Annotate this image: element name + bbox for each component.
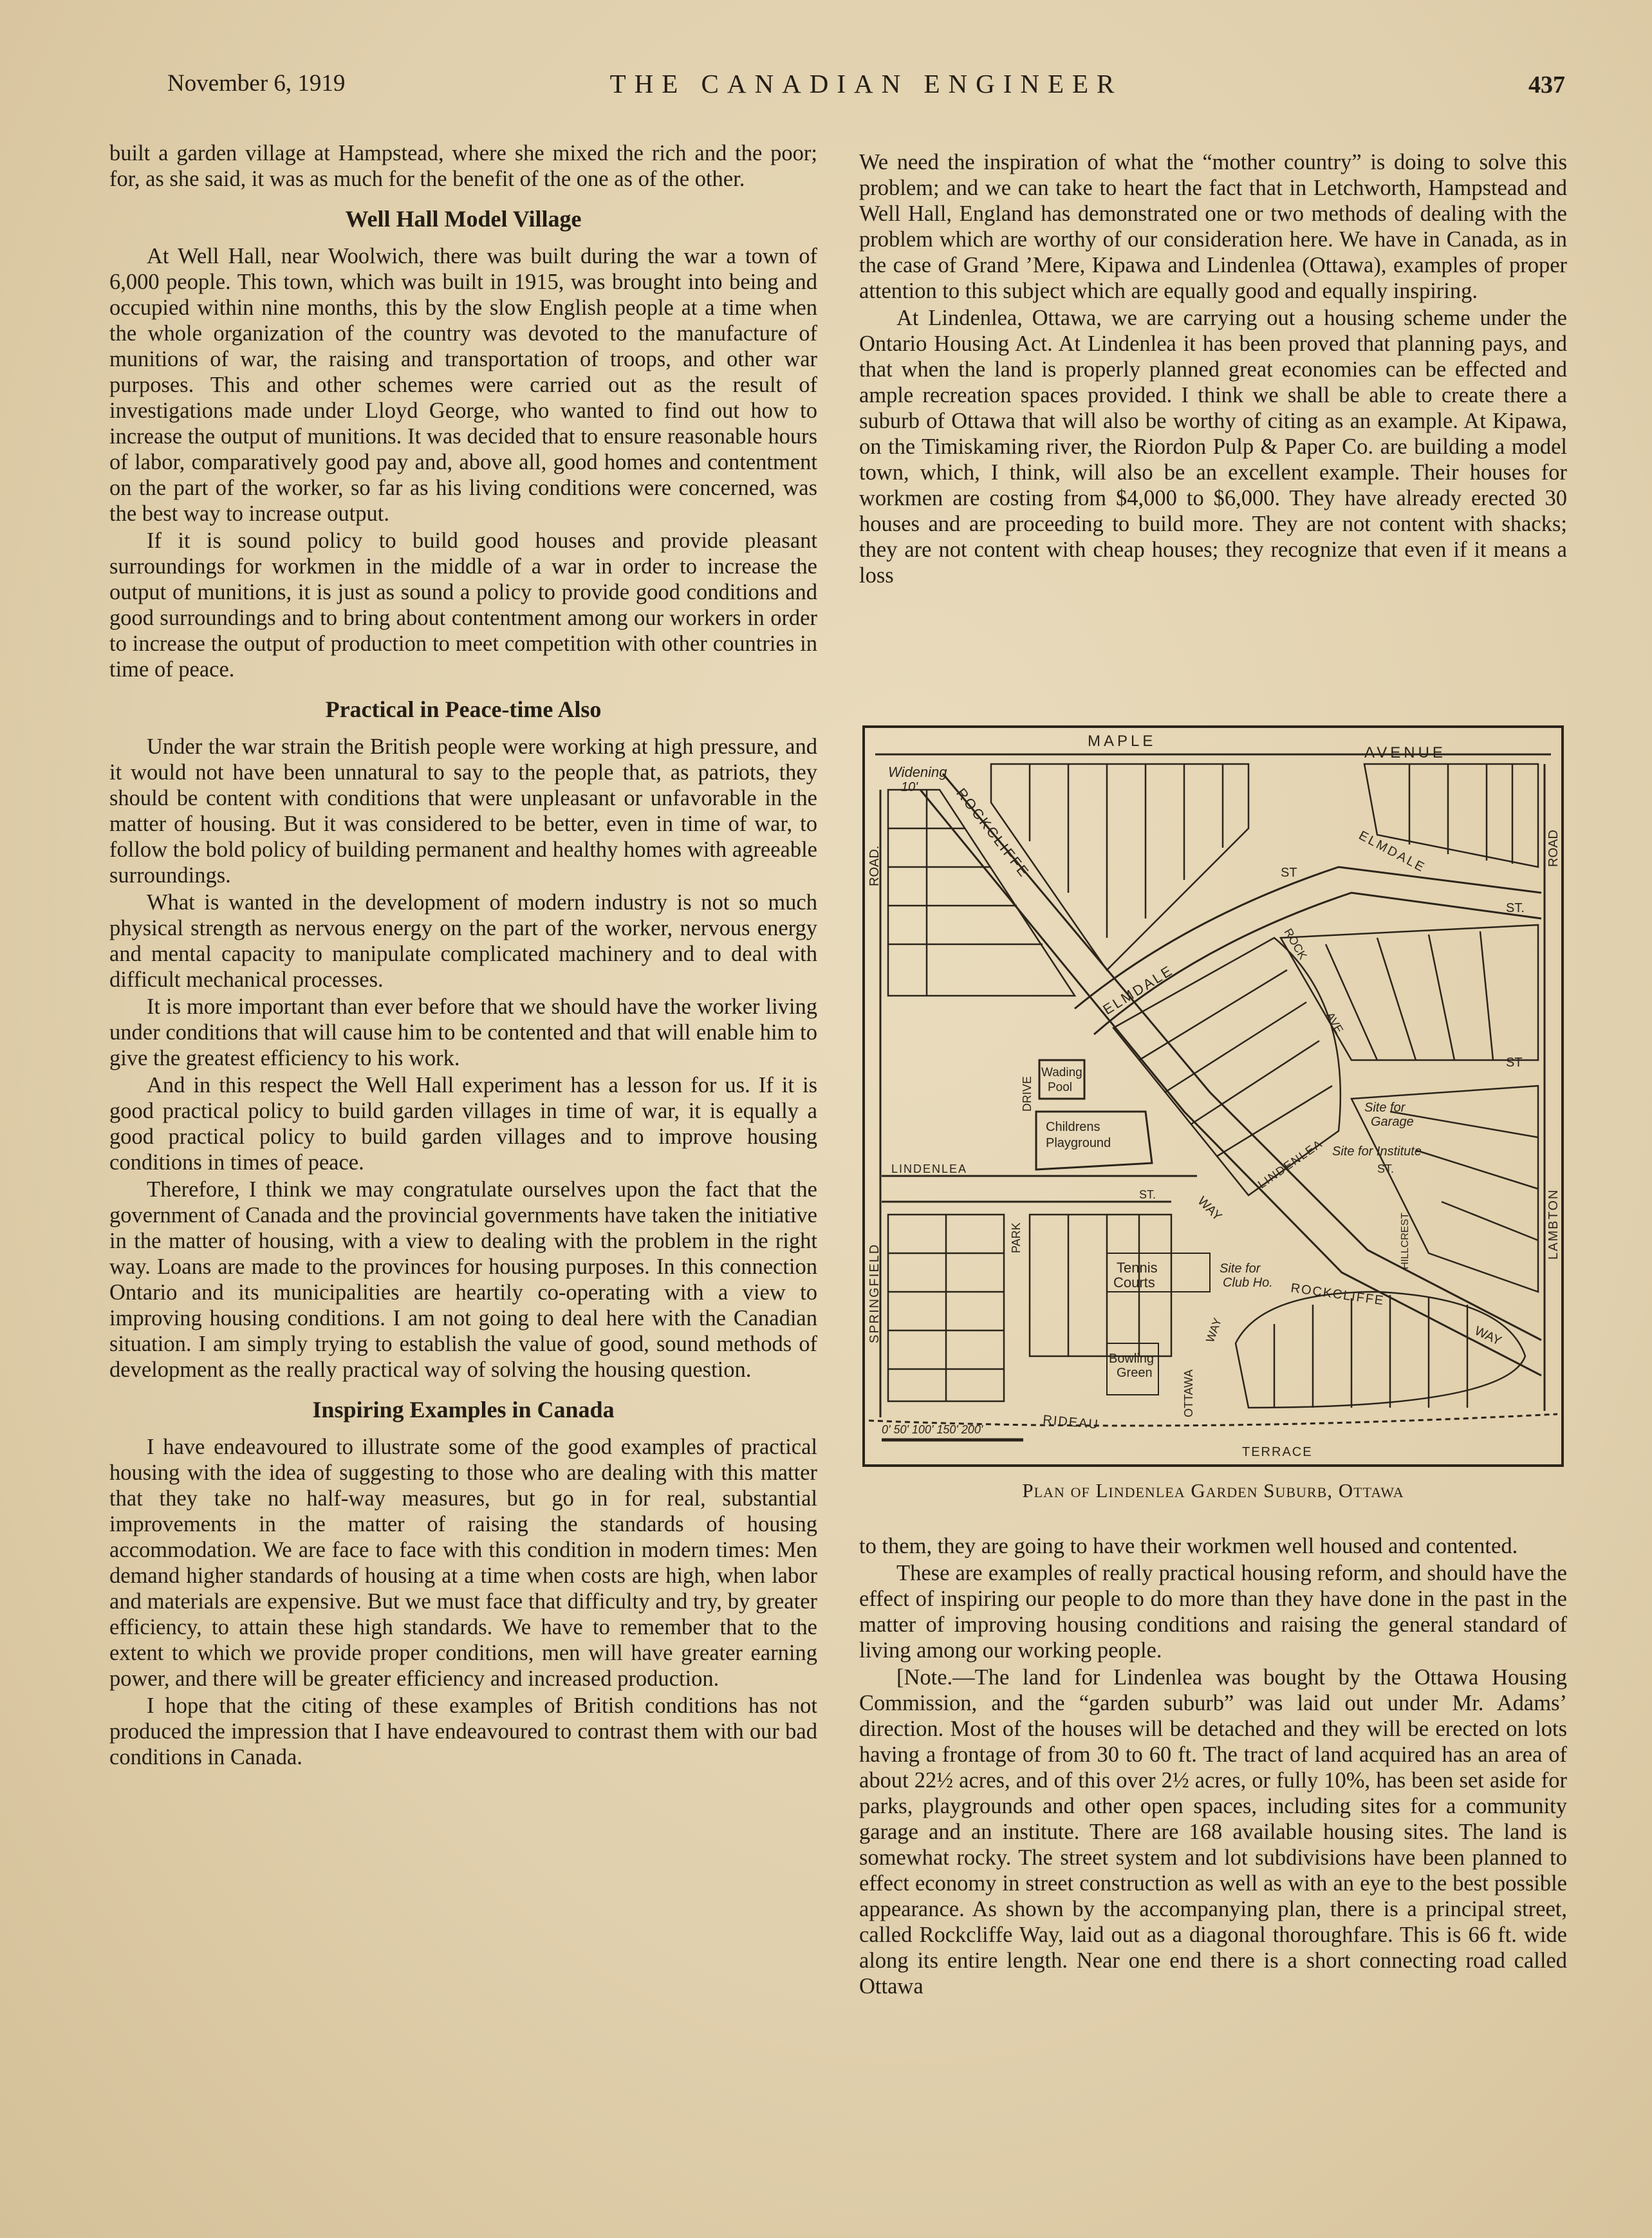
map-label-wading-2: Pool (1048, 1081, 1073, 1094)
map-label-tennis-2: Courts (1113, 1274, 1155, 1291)
left-column (109, 140, 817, 1771)
map-label-road-left: ROAD. (868, 845, 882, 886)
paragraph: to them, they are going to have their workmen well housed and contented. (859, 1534, 1518, 1558)
map-label-rockcliffe: ROCKCLIFFE (953, 785, 1034, 881)
map-label-way-lower: WAY (1203, 1316, 1225, 1345)
map-label-wading-1: Wading (1041, 1066, 1082, 1079)
map-label-st-institute: ST. (1377, 1162, 1395, 1175)
paragraph: What is wanted in the development of modern industry is not so much physical strength as nervous energy on the part of the worker, nervous energy and mental capacity to manipulate complicated machinery and to deal with difficult mechanical processes. (109, 890, 817, 992)
map-label-way-right: WAY (1472, 1323, 1504, 1348)
map-label-lindenlea-diag: LINDENLEA (1255, 1137, 1325, 1191)
map-label-elmdale-top: ELMDALE (1356, 828, 1428, 876)
paragraph: Therefore, I think we may congratulate ourselves upon the fact that the government of Canada and the provincial governments have taken the initiative in the matter of housing, with a view to dealing with the problem in the right way. Loans are made to the provinces for housing purposes. In this connection Ontario and its municipalities are heartily co-operating with a view to improving housing conditions. I am not going to deal here with the Canadian situation. I am simply trying to establish the value of good, sound methods of development as the really practical way of solving the housing question. (109, 1177, 817, 1382)
paragraph: Under the war strain the British people were working at high pressure, and it would not have been unnatural to say to the people that, as patriots, they should be content with conditions that were unpleasant or unfavorable in the matter of housing. But it was considered to be better, even in time of war, to follow the bold policy of building permanent and healthy homes with agreeable surroundings. (109, 734, 817, 888)
right-column-top (859, 149, 1567, 590)
map-label-tennis-1: Tennis (1117, 1260, 1158, 1276)
map-label-st-right: ST. (1506, 901, 1525, 915)
map-label-widening: Widening (888, 764, 947, 780)
map-label-bowling-2: Green (1117, 1366, 1153, 1380)
paragraph: At Lindenlea, Ottawa, we are carrying out a housing scheme under the Ontario Housing Act. At Lindenlea it has been proved that planning pays, and that when the land is properly planned great economies can be effected and ample recreation spaces provided. I think we shall be able to create there a suburb of Ottawa that will also be worthy of citing as an example. At Kipawa, on the Timiskaming river, the Riordon Pulp & Paper Co. are building a model town, which, I think, will also be an excellent example. Their houses for workmen are costing from $4,000 to $6,000. They have already erected 30 houses and are proceeding to build more. They are not content with shacks; they are not content with cheap houses; they recognize that even if it means a loss (859, 306, 1567, 588)
map-label-park: PARK (1010, 1222, 1023, 1253)
map-label-maple: MAPLE (1088, 732, 1156, 750)
map-label-hillcrest: HILLCREST (1400, 1212, 1411, 1269)
paragraph: At Well Hall, near Woolwich, there was built during the war a town of 6,000 people. This town, which was built in 1915, was brought into being and occupied within nine months, this by the slow English people at a time when the whole organization of the country was devoted to the manufacture of munitions of war, the raising and transportation of troops, and other war purposes. This and other schemes were carried out as the result of investigations made under Lloyd George, who wanted to find out how to increase the output of munitions. It was decided that to ensure reasonable hours of labor, comparatively good pay and, above all, good homes and contentment on the part of the worker, so far as his living conditions were concerned, was the best way to increase output. (109, 244, 817, 526)
map-label-terrace: TERRACE (1242, 1445, 1313, 1459)
section-heading: Well Hall Model Village (345, 206, 582, 232)
map-label-st-lower: ST. (1139, 1188, 1156, 1201)
site-plan-map (862, 725, 1564, 1467)
paragraph: These are examples of really practical housing reform, and should have the effect of inspiring our people to do more than they have done in the past in the matter of improving housing conditions and raising the general standard of living among our working people. (859, 1561, 1567, 1663)
map-scale-label: 0' 50' 100' 150' 200' (882, 1423, 983, 1436)
map-label-avenue: AVENUE (1364, 744, 1446, 761)
paragraph: [Note.—The land for Lindenlea was bought by the Ottawa Housing Commission, and the “garden suburb” was laid out under Mr. Adams’ direction. Most of the houses will be detached and they will be erected on lots having a frontage of from 30 to 60 ft. The tract of land acquired has an area of about 22½ acres, and of this over 2½ acres, or fully 10%, has been set aside for parks, playgrounds and other open spaces, including sites for a community garage and an institute. There are 168 available housing sites. The land is somewhat rocky. The street system and lot subdivisions have been planned to effect economy in street construction as well as with an eye to the best possible appearance. As shown by the accompanying plan, there is a principal street, called Rockcliffe Way, laid out as a diagonal thoroughfare. This is 66 ft. wide along its entire length. Near one end there is a short connecting road called Ottawa (859, 1665, 1567, 1999)
map-label-springfield: SPRINGFIELD (868, 1243, 882, 1343)
map-label-ottawa: OTTAWA (1182, 1369, 1195, 1417)
map-label-childrens-1: Childrens (1046, 1120, 1100, 1134)
map-label-drive: DRIVE (1021, 1076, 1034, 1112)
map-label-st-east: ST (1506, 1056, 1523, 1070)
paragraph: built a garden village at Hampstead, where she mixed the rich and the poor; for, as she said, it was as much for the benefit of the one as of the other. (109, 141, 817, 191)
rockcliffe-way-diagonal-2 (943, 774, 1541, 1340)
page-header (167, 66, 1565, 104)
map-label-site-garage-1: Site for (1364, 1101, 1406, 1115)
paragraph: I have endeavoured to illustrate some of the good examples of practical housing with the idea of suggesting to those who are dealing with this matter that they take no half-way measures, but go in for real, substantial improvements in the matter of raising the standards of housing accommodation. We are face to face with this condition in modern times: Men demand higher standards of housing at a time when costs are high, when labor and materials are expensive. But we must face that difficulty and try, by greater efficiency, to attain these high standards. We have to remember that to the extent to which we provide proper conditions, men will have greater earning power, and there will be greater efficiency and increased production. (109, 1435, 817, 1691)
map-label-rockcliffe-way: ROCKCLIFFE (1290, 1281, 1386, 1309)
paragraph: And in this respect the Well Hall experiment has a lesson for us. If it is good practical policy to build garden villages in time of war, it is equally a good practical policy to build garden villages and to improve housing conditions in times of peace. (109, 1073, 817, 1175)
paragraph: I hope that the citing of these examples of British conditions has not produced the impression that I have endeavoured to contrast them with our bad conditions in Canada. (109, 1693, 817, 1769)
section-heading: Practical in Peace-time Also (325, 696, 602, 722)
map-label-rock: ROCK (1281, 926, 1310, 962)
map-label-ave: AVE (1323, 1010, 1346, 1036)
map-label-elmdale-mid: ELMDALE (1100, 962, 1176, 1018)
lot-block-lower-left (888, 1215, 1004, 1401)
map-label-rideau: RIDEAU (1042, 1413, 1100, 1432)
paragraph: If it is sound policy to build good houses and provide pleasant surroundings for workmen in the middle of a war in order to increase the output of munitions, it is just as sound a policy to provide good conditions and good surroundings and to bring about contentment among our workers in order to increase the output of production to meet competition with other countries in time of peace. (109, 528, 817, 682)
map-label-site-institute: Site for Institute (1332, 1144, 1422, 1159)
right-column-bottom (859, 1533, 1567, 2000)
section-heading: Inspiring Examples in Canada (312, 1397, 615, 1422)
paragraph: It is more important than ever before that we should have the worker living under conditions that will cause him to be contented and that will enable him to give the greatest efficiency to his work. (109, 994, 817, 1070)
publication-title: THE CANADIAN ENGINEER (609, 69, 1123, 98)
map-label-lambton: LAMBTON (1546, 1188, 1561, 1260)
map-label-st-top: ST (1281, 866, 1297, 880)
map-label-childrens-2: Playground (1046, 1136, 1111, 1150)
map-label-road-right: ROAD (1546, 830, 1561, 867)
map-label-lindenlea-top: LINDENLEA (891, 1162, 968, 1175)
site-plan-figure (862, 725, 1564, 1467)
figure-caption: Plan of Lindenlea Garden Suburb, Ottawa (1022, 1479, 1404, 1502)
elmdale-street-2 (1094, 893, 1541, 1034)
map-label-widening-dim: 10' (901, 780, 918, 794)
lot-block-middle-right (1281, 925, 1538, 1060)
map-label-club-1: Site for (1220, 1262, 1261, 1276)
map-label-bowling-1: Bowling (1109, 1352, 1155, 1366)
map-label-site-garage-2: Garage (1371, 1115, 1414, 1129)
issue-date: November 6, 1919 (167, 70, 346, 97)
map-label-club-2: Club Ho. (1223, 1276, 1273, 1290)
map-label-way: WAY (1194, 1193, 1225, 1224)
paragraph: We need the inspiration of what the “mother country” is doing to solve this problem; and we can take to heart the fact that in Letchworth, Hampstead and Well Hall, England has demonstrated one or two methods of dealing with the problem which are worthy of our consideration here. We have in Canada, as in the case of Grand ’Mere, Kipawa and Lindenlea (Ottawa), examples of proper attention to this subject which are equally good and equally inspiring. (859, 150, 1567, 303)
page-number: 437 (1528, 71, 1565, 98)
